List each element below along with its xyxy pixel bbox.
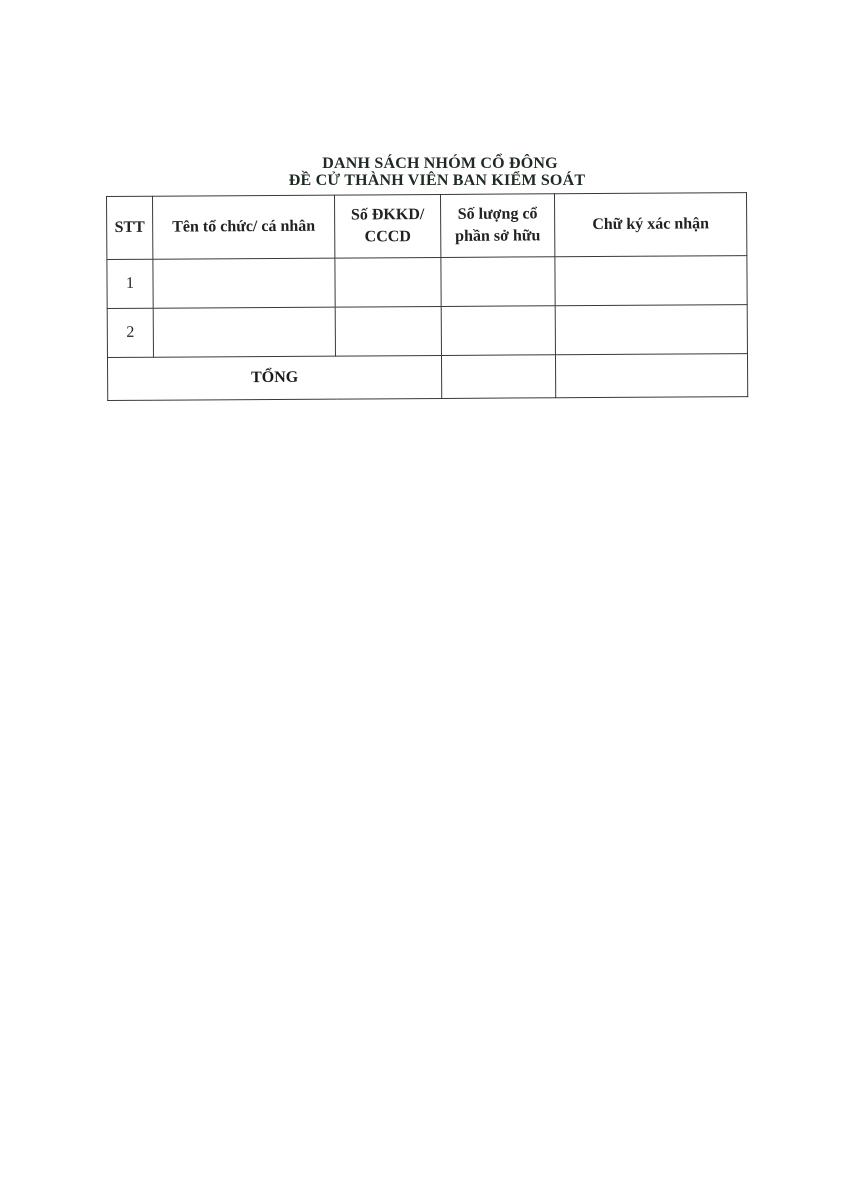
header-shares: [440, 194, 554, 258]
table-row: [107, 256, 747, 309]
shareholder-table: [106, 192, 748, 401]
title-line-1: DANH SÁCH NHÓM CỔ ĐÔNG: [322, 155, 558, 172]
row-name-cell: [153, 258, 335, 308]
row-shares-cell: [441, 257, 555, 307]
row-stt: 1: [107, 259, 153, 308]
header-shares-line2: phần sở hữu: [455, 227, 541, 245]
row-id-cell: [335, 306, 441, 356]
header-row: [107, 193, 747, 260]
row-stt: 2: [107, 308, 153, 357]
row-id-cell: [335, 257, 441, 307]
header-id-line1: Số ĐKKD/: [350, 206, 425, 224]
header-shares-line1: Số lượng cổ: [457, 205, 538, 223]
row-name-cell: [153, 307, 335, 357]
header-id: [334, 194, 440, 258]
header-stt: STT: [107, 196, 153, 259]
document-title: [0, 155, 848, 189]
header-id-line2: CCCD: [364, 228, 411, 246]
table-row: [107, 305, 747, 358]
row-signature-cell: [555, 256, 747, 306]
row-signature-cell: [555, 305, 747, 355]
total-signature-cell: [555, 354, 747, 398]
header-signature: Chữ ký xác nhận: [554, 193, 746, 257]
row-shares-cell: [441, 306, 555, 356]
header-name: Tên tổ chức/ cá nhân: [153, 195, 335, 259]
total-label: TỔNG: [107, 355, 441, 400]
total-shares-cell: [441, 355, 555, 399]
total-row: [107, 354, 747, 401]
title-line-2: ĐỀ CỬ THÀNH VIÊN BAN KIỂM SOÁT: [288, 172, 586, 189]
